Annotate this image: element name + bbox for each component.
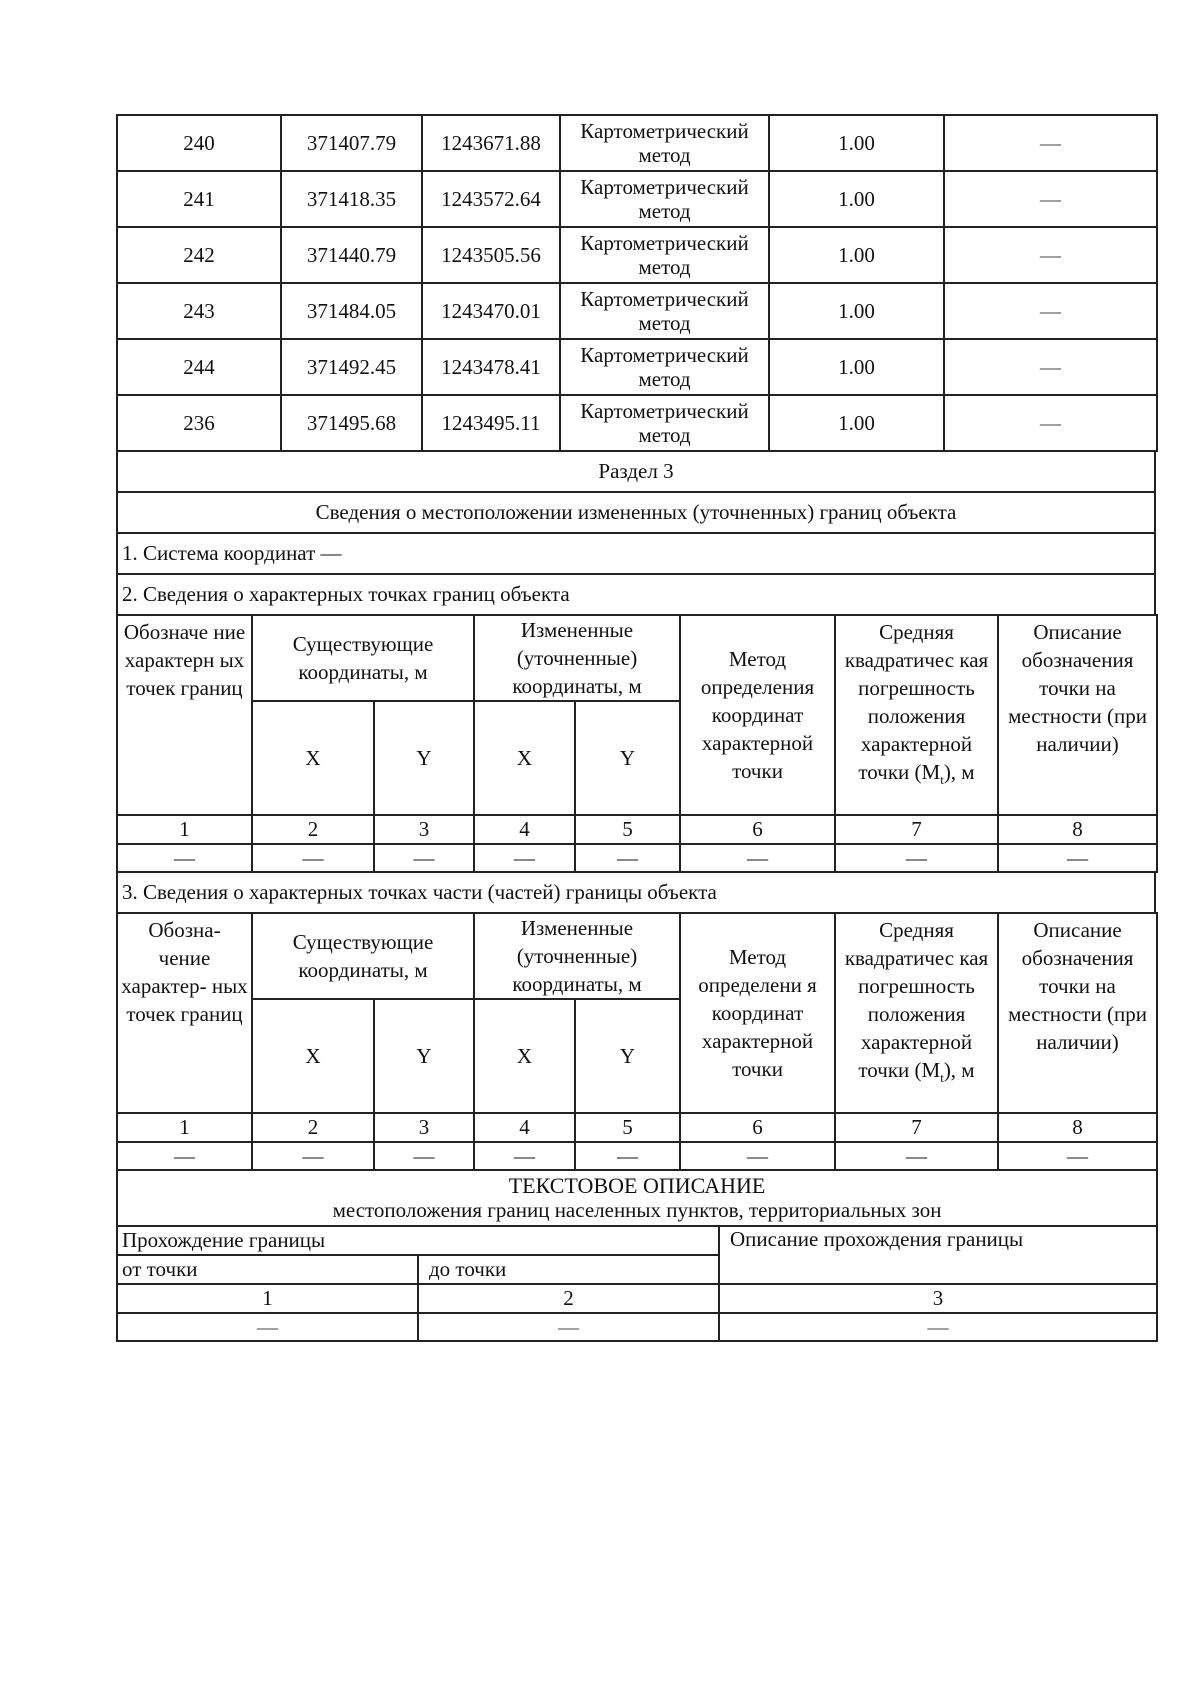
header-error <box>835 913 998 1113</box>
empty-cell: — <box>418 1313 719 1341</box>
boundary-points-table <box>116 614 1158 873</box>
empty-cell: — <box>474 1142 575 1170</box>
table-row <box>117 395 1157 451</box>
header-y: Y <box>575 999 680 1113</box>
coord-x: 371492.45 <box>281 339 422 395</box>
empty-row <box>117 844 1157 872</box>
point-id: 242 <box>117 227 281 283</box>
column-number: 3 <box>374 815 474 844</box>
column-number: 1 <box>117 1113 252 1142</box>
error: 1.00 <box>769 339 944 395</box>
column-numbers-row <box>117 1113 1157 1142</box>
section-subtitle: Сведения о местоположении измененных (уточненных) границ объекта <box>117 492 1155 533</box>
table-row <box>117 227 1157 283</box>
method: Картометрический метод <box>560 115 769 171</box>
point-id: 236 <box>117 395 281 451</box>
point-id: 241 <box>117 171 281 227</box>
error: 1.00 <box>769 283 944 339</box>
description: — <box>944 115 1157 171</box>
text-description-title-cell <box>117 1170 1157 1226</box>
header-error-subscript: t <box>940 1070 944 1086</box>
column-numbers-row <box>117 815 1157 844</box>
column-number: 7 <box>835 1113 998 1142</box>
empty-cell: — <box>374 1142 474 1170</box>
column-number: 5 <box>575 815 680 844</box>
text-description-table <box>116 1169 1158 1342</box>
coordinates-table <box>116 114 1158 452</box>
column-number: 4 <box>474 1113 575 1142</box>
empty-cell: — <box>680 844 835 872</box>
header-passage: Прохождение границы <box>117 1226 719 1255</box>
column-number: 2 <box>418 1284 719 1313</box>
coord-x: 371418.35 <box>281 171 422 227</box>
header-error-unit: ), м <box>943 760 975 784</box>
part-points-table <box>116 912 1158 1171</box>
header-error-text: Средняя квадратичес кая погрешность положения характерной точки (M <box>844 620 989 784</box>
header-changed-coords: Измененные (уточненные) координаты, м <box>474 913 680 999</box>
part-points-heading-table <box>116 871 1156 914</box>
header-existing-coords: Существующие координаты, м <box>252 913 474 999</box>
empty-cell: — <box>835 1142 998 1170</box>
header-error-text: Средняя квадратичес кая погрешность положения характерной точки (M <box>844 918 989 1082</box>
text-description-title: ТЕКСТОВОЕ ОПИСАНИЕ <box>508 1173 766 1198</box>
description: — <box>944 227 1157 283</box>
empty-cell: — <box>374 844 474 872</box>
coord-y: 1243478.41 <box>422 339 560 395</box>
error: 1.00 <box>769 227 944 283</box>
header-existing-coords: Существующие координаты, м <box>252 615 474 701</box>
empty-cell: — <box>474 844 575 872</box>
header-y: Y <box>374 701 474 815</box>
coord-y: 1243470.01 <box>422 283 560 339</box>
coord-y: 1243671.88 <box>422 115 560 171</box>
empty-cell: — <box>117 1142 252 1170</box>
table-row <box>117 339 1157 395</box>
empty-row <box>117 1142 1157 1170</box>
part-points-heading: 3. Сведения о характерных точках части (частей) границы объекта <box>117 872 1155 913</box>
coord-y: 1243505.56 <box>422 227 560 283</box>
column-number: 6 <box>680 815 835 844</box>
column-number: 2 <box>252 815 374 844</box>
coord-x: 371484.05 <box>281 283 422 339</box>
description: — <box>944 339 1157 395</box>
empty-cell: — <box>252 844 374 872</box>
empty-cell: — <box>719 1313 1157 1341</box>
column-number: 7 <box>835 815 998 844</box>
header-method: Метод определения координат характерной точки <box>680 615 835 815</box>
table-row <box>117 115 1157 171</box>
column-number: 4 <box>474 815 575 844</box>
error: 1.00 <box>769 171 944 227</box>
header-x: X <box>252 701 374 815</box>
text-description-subtitle: местоположения границ населенных пунктов, территориальных зон <box>332 1198 942 1222</box>
column-number: 2 <box>252 1113 374 1142</box>
document-page <box>116 114 1156 1342</box>
method: Картометрический метод <box>560 171 769 227</box>
column-number: 3 <box>374 1113 474 1142</box>
column-number: 1 <box>117 1284 418 1313</box>
header-x: X <box>474 701 575 815</box>
header-x: X <box>252 999 374 1113</box>
empty-cell: — <box>575 844 680 872</box>
empty-cell: — <box>680 1142 835 1170</box>
header-error-subscript: t <box>940 772 944 788</box>
empty-cell: — <box>117 844 252 872</box>
header-error <box>835 615 998 815</box>
method: Картометрический метод <box>560 339 769 395</box>
table-row <box>117 283 1157 339</box>
empty-cell: — <box>998 1142 1157 1170</box>
column-number: 3 <box>719 1284 1157 1313</box>
coord-y: 1243572.64 <box>422 171 560 227</box>
description: — <box>944 395 1157 451</box>
coordinate-system: 1. Система координат — <box>117 533 1155 574</box>
empty-cell: — <box>998 844 1157 872</box>
empty-row <box>117 1313 1157 1341</box>
description: — <box>944 283 1157 339</box>
coord-x: 371440.79 <box>281 227 422 283</box>
column-number: 1 <box>117 815 252 844</box>
header-y: Y <box>374 999 474 1113</box>
header-description: Описание обозначения точки на местности (при наличии) <box>998 913 1157 1113</box>
error: 1.00 <box>769 115 944 171</box>
table-row <box>117 171 1157 227</box>
column-number: 8 <box>998 815 1157 844</box>
coord-x: 371407.79 <box>281 115 422 171</box>
section3-header-table <box>116 450 1156 616</box>
coord-x: 371495.68 <box>281 395 422 451</box>
header-method: Метод определени я координат характерной точки <box>680 913 835 1113</box>
empty-cell: — <box>117 1313 418 1341</box>
header-to-point: до точки <box>418 1255 719 1284</box>
column-number: 6 <box>680 1113 835 1142</box>
boundary-points-heading: 2. Сведения о характерных точках границ объекта <box>117 574 1155 615</box>
method: Картометрический метод <box>560 283 769 339</box>
column-number: 8 <box>998 1113 1157 1142</box>
header-changed-coords: Измененные (уточненные) координаты, м <box>474 615 680 701</box>
header-x: X <box>474 999 575 1113</box>
empty-cell: — <box>575 1142 680 1170</box>
point-id: 244 <box>117 339 281 395</box>
header-description: Описание обозначения точки на местности (при наличии) <box>998 615 1157 815</box>
description: — <box>944 171 1157 227</box>
point-id: 243 <box>117 283 281 339</box>
header-y: Y <box>575 701 680 815</box>
column-number: 5 <box>575 1113 680 1142</box>
empty-cell: — <box>252 1142 374 1170</box>
header-point: Обозначе ние характерн ых точек границ <box>117 615 252 815</box>
header-point: Обозна- чение характер- ных точек границ <box>117 913 252 1113</box>
header-from-point: от точки <box>117 1255 418 1284</box>
section-title: Раздел 3 <box>117 451 1155 492</box>
error: 1.00 <box>769 395 944 451</box>
header-passage-description: Описание прохождения границы <box>719 1226 1157 1284</box>
column-numbers-row <box>117 1284 1157 1313</box>
method: Картометрический метод <box>560 395 769 451</box>
empty-cell: — <box>835 844 998 872</box>
header-error-unit: ), м <box>943 1058 975 1082</box>
method: Картометрический метод <box>560 227 769 283</box>
point-id: 240 <box>117 115 281 171</box>
coord-y: 1243495.11 <box>422 395 560 451</box>
